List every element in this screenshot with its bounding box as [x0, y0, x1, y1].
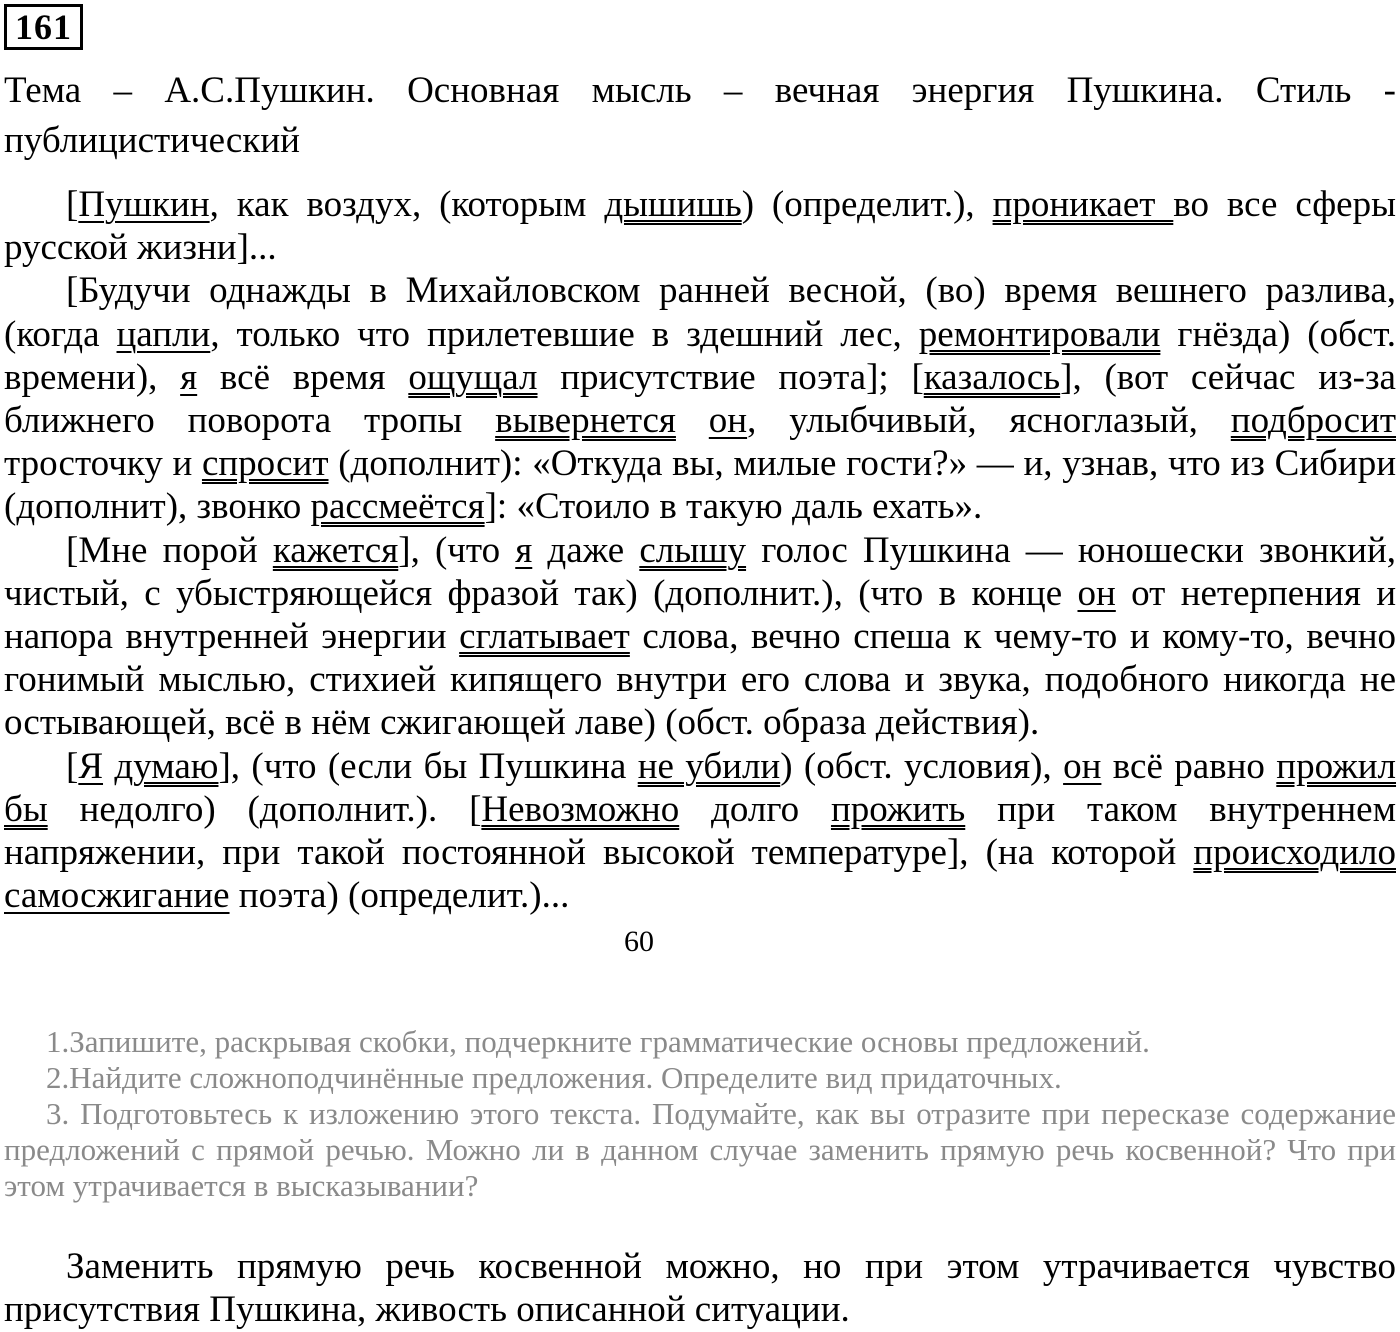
predicate-underline: кажется — [272, 529, 399, 571]
predicate-underline: спросит — [201, 443, 329, 485]
paragraph-2 — [4, 269, 1396, 528]
text-segment: долго — [679, 788, 831, 830]
text-segment: ], (вот сейчас из-за ближнего поворота тропы — [4, 356, 1396, 442]
text-segment: (дополнит): «Откуда вы, милые гости?» — и, узнав, что из Сибири (дополнит), звонко — [4, 443, 1396, 528]
text-segment: во все сферы русской жизни]... — [4, 184, 1396, 269]
predicate-underline: подбросит — [1230, 400, 1396, 442]
subject-underline: Я — [78, 745, 104, 787]
answer-text — [4, 1245, 1396, 1331]
task-list — [4, 1024, 1396, 1204]
text-segment: гнёзда) (обст. времени), — [4, 313, 1396, 398]
predicate-underline: прожил бы — [4, 745, 1397, 830]
text-segment — [103, 746, 114, 787]
predicate-underline: рассмеётся — [310, 486, 485, 528]
subject-underline: он — [1063, 745, 1102, 787]
text-segment: ]: «Стоило в такую даль ехать». — [484, 486, 983, 528]
subject-underline: я — [180, 356, 198, 398]
main-text — [4, 183, 1396, 917]
text-segment: слова, вечно спеша к чему-то и кому-то, вечно гонимый мыслью, стихией кипящего внутри его слова и звука, подобного никогда не остывающей, всё в нём сжигающей лаве) (обст. образа действия). — [4, 616, 1396, 744]
text-segment: ) (обст. условия), — [780, 745, 1064, 787]
text-segment: присутствие поэта]; [ — [537, 356, 924, 398]
text-segment: недолго) (дополнит.). [ — [47, 788, 482, 830]
page-number: 60 — [624, 925, 654, 958]
text-segment: , только что прилетевшие в здешний лес, — [210, 313, 919, 355]
predicate-underline: прожить — [830, 788, 966, 830]
subject-underline: самосжигание — [4, 875, 230, 917]
paragraph-4 — [4, 745, 1396, 918]
text-segment: ], (что (если бы Пушкина — [218, 745, 638, 787]
paragraph-1 — [4, 183, 1396, 269]
predicate-underline: ремонтировали — [918, 313, 1161, 355]
predicate-underline: слышу — [639, 529, 747, 571]
predicate-underline: думаю — [114, 745, 219, 787]
task-item: 2.Найдите сложноподчинённые предложения. Определите вид придаточных. — [46, 1060, 1062, 1095]
text-segment: поэта) (определит.)... — [229, 875, 570, 917]
subject-underline: он — [708, 400, 748, 442]
predicate-underline: казалось — [923, 356, 1061, 398]
subject-underline: я — [515, 529, 533, 571]
text-segment: [Мне порой — [66, 529, 273, 571]
exercise-number: 161 — [4, 4, 83, 50]
text-segment: тросточку и — [4, 443, 202, 485]
predicate-underline: не убили — [637, 745, 781, 787]
text-segment: , как воздух, (которым — [209, 184, 605, 225]
text-segment: голос Пушкина — юношески звонкий, чистый, с убыстряющейся фразой так) (дополнит.), (что в конце — [4, 529, 1397, 614]
predicate-underline: ощущал — [408, 356, 538, 398]
task-item: 1.Запишите, раскрывая скобки, подчеркните грамматические основы предложений. — [46, 1024, 1150, 1059]
text-segment: ) (определит.), — [741, 184, 993, 225]
text-segment: всё равно — [1101, 745, 1277, 787]
text-segment: [Будучи однажды в Михайловском ранней весной, (во) время вешнего разлива, (когда — [4, 270, 1396, 355]
text-segment: ], (что — [398, 529, 516, 571]
answer-paragraph: Заменить прямую речь косвенной можно, но при этом утрачивается чувство присутствия Пушкина, живость описанной ситуации. — [4, 1246, 1396, 1330]
text-segment: при таком внутреннем напряжении, при такой постоянной высокой температуре], (на которой — [4, 788, 1396, 874]
text-segment: [ — [66, 745, 79, 787]
text-segment: от нетерпения и напора внутренней энергии — [4, 572, 1397, 658]
text-segment: , улыбчивый, ясноглазый, — [747, 400, 1231, 442]
text-segment: всё время — [197, 356, 409, 398]
theme-line: Тема – А.С.Пушкин. Основная мысль – вечная энергия Пушкина. Стиль - публицистический — [4, 70, 1396, 161]
paragraph-3 — [4, 529, 1396, 745]
predicate-underline: дышишь — [604, 184, 742, 225]
predicate-underline: сглатывает — [459, 616, 630, 658]
subject-underline: Пушкин — [78, 184, 210, 225]
predicate-underline: вывернется — [495, 400, 676, 442]
text-segment: [ — [66, 184, 79, 225]
predicate-underline: проникает — [992, 184, 1174, 225]
task-item: 3. Подготовьтесь к изложению этого текста. Подумайте, как вы отразите при пересказе содержание предложений с прямой речью. Можно ли в данном случае заменить прямую речь косвенной? Что при этом утрачивается в высказывании? — [4, 1096, 1396, 1203]
predicate-underline: Невозможно — [481, 788, 680, 830]
subject-underline: он — [1077, 572, 1116, 614]
text-segment: даже — [532, 529, 640, 571]
predicate-underline: происходило — [1193, 832, 1396, 874]
text-segment — [676, 400, 709, 441]
subject-underline: цапли — [116, 313, 211, 355]
